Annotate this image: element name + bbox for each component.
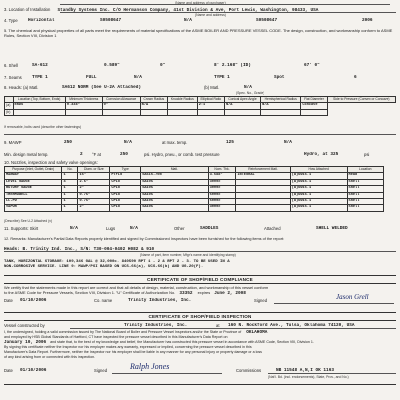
nozzle-cell-diam: 2" [78,186,110,192]
cert1-top-rule [4,275,396,276]
cert1-text-2-span: to the ASME Code for Pressure Vessels, Section VIII, Division 1. "U" Certificate of Authorization No. [4,290,176,295]
seams-label: 7. Seams [4,75,22,80]
nozzle-cell-thk: 3000# [208,205,236,211]
nozzle-cell-type: CPLG [110,198,141,204]
cert1-company: Trinity Industries, Inc. [128,298,192,303]
long-seam-ht: N/A [134,75,142,80]
nozzle-cell-diam: 0.75" [78,198,110,204]
heads-cell [65,109,102,115]
nozzle-cell-type: CPLG [110,179,141,185]
cert1-co-label: Co. name [94,298,113,303]
noz-col-thk: Nom. Thk. [208,167,236,173]
head-b-label: (b) Matl. [204,85,220,90]
nozzle-cell-no: 1 [62,192,78,198]
table-row [5,109,396,115]
heads-cell: N/A [224,103,260,109]
cert2-text-6-span: of any kind arising from or connected with this inspection. [4,355,96,359]
heads-cell: 2:1 [197,103,224,109]
heads-cell [13,109,65,115]
nozzle-cell-attached: (a)UW16.1 [290,198,347,204]
noz-col-attached: How Attached [290,167,347,173]
heads-col-elliptical: Elliptical Ratio [197,97,224,103]
heads-col-corr: Corrosion Allowance [102,97,140,103]
shell-length: 67' 0" [304,63,320,68]
max-temp-external: N/A [284,140,292,145]
line-3-label: 3. Location of Installation [4,7,51,12]
cert2-title-rule [4,320,396,321]
nozzle-cell-thk: 3000# [208,179,236,185]
line-4 [4,18,396,23]
heads-col-location: Location (Top, Bottom, Ends) [13,97,65,103]
heads-col-crown: Crown Radius [140,97,167,103]
hydro-test-pressure: Hydro, at 325 [304,152,339,157]
heads-col-side: Side to Pressure (Convex or Concave) [327,97,395,103]
cert2-comm-sub [268,374,349,380]
nozzle-cell-thk: 3000# [208,186,236,192]
shell-label: 6. Shell [4,63,18,68]
page-bottom-rule [4,384,396,385]
long-seam-rt: FULL [86,75,97,80]
hydro-unit: psi [364,152,370,157]
heads-cell [102,109,140,115]
nozzle-cell-reinf [236,205,290,211]
line-3-sub-text: (Name and address) [195,13,226,17]
mawp-label: 9. MAWP [4,140,22,145]
header-note: (Name and address of purchaser) [175,1,226,5]
cert2-signed-label: Signed [94,368,108,373]
nozzle-cell-diam: 2" [78,205,110,211]
cert1-sign-underline [274,303,394,304]
nozzle-cell-location: Shell [347,179,383,185]
cert2-date-label: Date [4,368,13,373]
long-seam-type: TYPE 1 [32,75,48,80]
heads-note-text: If removable, bolts used (describe other fastenings) [4,125,82,129]
other-label: Other [174,226,185,231]
cert2-signature: Ralph Jones [130,362,170,371]
nozzle-cell-matl: SA105 [141,179,208,185]
cert1-title-rule [4,283,396,284]
cert2-text-4 [4,345,396,349]
nozzle-cell-purpose: THERMOWELL [5,192,62,198]
noz-col-purpose: Purpose (Inlet, Outlet, Drain) [5,167,62,173]
nozzles-label [4,160,98,165]
nozzle-cell-attached: (a)UW16.1 [290,186,347,192]
noz-col-reinf: Reinforcement Matl. [236,167,290,173]
heads-note-underline [4,134,396,135]
remarks-label: 12. Remarks: Manufacturer's Partial Data Reports properly identified and signed by Commissioned Inspectors have been furnished for the following items of the report: [4,237,285,241]
installation-location: Standby Systems Inc. C/O Hermanson Company, 41st Division & Ave, Port Lewis, Washington, 98433, USA [57,8,319,13]
nozzle-cell-diam: 2.5" [78,179,110,185]
remarks-heads: Heads: B. Trinity Ind. Inc., S/N: T30-004-0402 H082 & 910 [4,247,155,252]
heads-cell: ENDS [13,103,65,109]
nozzle-cell-purpose: VAPOR [5,205,62,211]
heads-cell [224,109,260,115]
nozzles-body [5,173,384,211]
heads-note [4,124,81,130]
cert2-at-label: at [216,323,220,328]
cert1-expires-label: expires [197,290,211,295]
nozzle-cell-attached: (a)UW16.1 [290,179,347,185]
cert2-state: OKLAHOMA [246,330,268,335]
nozzle-cell-type: CPLG [110,192,141,198]
heads-cell: (b) [5,109,14,115]
line-7 [4,75,396,80]
cert2-address: 160 N. Rockford Ave., Tulsa, Oklahoma 74120, USA [228,323,355,328]
nozzle-cell-purpose: ROTORY GAUGE [5,186,62,192]
cert2-text-2 [4,335,396,339]
mawp-external: N/A [124,140,132,145]
remarks-tank-2 [4,263,396,270]
line-8 [4,85,396,90]
mdmt-pressure: 250 [120,152,128,157]
cert1-expiry-date: June 2, 2008 [214,291,246,296]
head-b-sub: (Spec. No., Grade) [236,91,265,95]
cert1-signature: Jason Grell [336,293,369,301]
purchaser-underline [60,4,390,5]
nozzle-cell-no: 1 [62,198,78,204]
nozzle-cell-location: Shell [347,186,383,192]
remarks-tank-text-2: NON-CORROSIVE SERVICE. LINE 9: MAWP/PSI BASED ON UCS-66(a), UCS-66(b) AND UG-20(F). [4,265,204,269]
skirt-value: N/A [70,226,78,231]
nozzle-cell-no: 1 [62,186,78,192]
cert2-constructed-by: Trinity Industries, Inc. [124,323,188,328]
shell-corrosion: 0" [160,63,166,68]
noz-col-location: Location [347,167,383,173]
nozzle-cell-type: CPLG [110,186,141,192]
cert-authorization-number: 33352 [179,291,193,296]
max-temp-internal: 125 [226,140,234,145]
hydro-label: psi. Hydro, pneu., or comb. test pressure [144,152,220,157]
cert2-inspection-date: January 10, 2006 [4,340,47,345]
noz-col-no: No. [62,167,78,173]
nozzle-cell-location: Shell [347,198,383,204]
nozzle-cell-thk: 6000# [208,198,236,204]
nozzle-cell-location: Head [347,173,383,179]
nozzle-cell-reinf: INTEGRAL [236,173,290,179]
cert2-title: CERTIFICATE OF SHOP/FIELD INSPECTION [148,314,252,319]
heads-col-conical: Conical Apex Angle [224,97,260,103]
nozzle-cell-matl: SA105 [141,198,208,204]
head-a-material: SA612 NORM (See U-2A Attached) [62,85,142,90]
nozzle-cell-type: CPLG [110,205,141,211]
line-9 [4,140,396,145]
crn-value: N/A [184,18,192,23]
line-9-mdmt [4,152,396,157]
nozzle-cell-diam: 0.75" [78,192,110,198]
heads-col-knuckle: Knuckle Radius [167,97,197,103]
heads-cell: 0.338" [65,103,102,109]
noz-col-type: Type [110,167,141,173]
line-4-label: 4. Type [4,18,18,23]
purchaser-sub-label [175,0,226,6]
heads-cell: Concave [301,103,327,109]
nozzles-table [4,166,384,212]
heads-col-min-thk: Minimum Thickness [65,97,102,103]
mdmt-label: Min. design metal temp. [4,152,49,157]
girth-seam-rt: Spot [274,75,285,80]
heads-cell: N/A [261,103,301,109]
cert2-constructed-label: Vessel constructed by [4,323,45,328]
attached-label: Attached [264,226,281,231]
mfr-serial-number: S0508647 [100,18,122,23]
heads-cell: N/A [140,103,167,109]
cert1-signed-label: Signed [254,298,268,303]
nozzles-label-text: 10. Nozzles, inspection and safety valve openings: [4,160,98,165]
vessel-orientation: Horizontal [28,18,55,23]
mdmt-value: 2 [80,152,83,157]
head-b-material: N/A [244,85,252,90]
mdmt-unit: °F at [92,152,101,157]
heads-cell [167,109,197,115]
nozzle-cell-purpose: LL-PD [5,198,62,204]
line-6 [4,63,396,68]
cert2-text-5 [4,350,396,354]
shell-thickness: 0.589" [104,63,120,68]
lugs-label: Lugs [106,226,116,231]
nozzle-cell-no: 4 [62,179,78,185]
nozzle-cell-diam: 16" [78,173,110,179]
year-built: 2006 [362,18,373,23]
heads-cell: (a) [5,103,14,109]
nozzle-cell-attached: (a)UW16.1 [290,205,347,211]
cert1-title: CERTIFICATE OF SHOP/FIELD COMPLIANCE [147,277,253,282]
max-temp-label: at max. temp. [162,140,188,145]
line-11 [4,226,396,231]
nozzle-cell-matl: SA516-70N [141,173,208,179]
other-value: SADDLES [200,226,219,231]
shell-diameter: 8' 2.168" (ID) [214,63,251,68]
heads-label: 8. Heads: (a) Matl. [4,85,39,90]
cert2-text-1-span: I, the undersigned, holding a valid commission issued by The National Board of Boiler and Pressure Vessel Inspectors and/or the State or Province of [4,330,242,334]
heads-col-hemi: Hemispherical Radius [261,97,301,103]
heads-table [4,96,396,116]
cert2-text-5-span: Manufacturer's Data Report. Furthermore, neither the Inspector nor his employer shall be liable in any manner for any personal injury or property damage or a loss [4,350,262,354]
cert1-date: 01/10/2006 [20,298,47,303]
remarks-tank-text: TANK, HORIZONTAL STORAGE: 109,346 GAL @ 32,000c. 840590 RPT 1 - 2 & RPT 2 - 3. TO BE USED IN A [4,260,230,264]
cert2-text-3-span: and state that, to the best of my knowledge and belief, the Manufacturer has constructed this pressure vessel in accordance with ASME Code, Section VIII, Division 1. [50,340,314,344]
cert2-constructed-underline [70,328,396,329]
cert1-date-label: Date [4,298,13,303]
cert2-text-2-span: and employed by HSB Global Standards of Hartford, CT have inspected the pressure vessel described in this Manufacturer's Data Report on [4,335,228,339]
national-board-number: S0508647 [256,18,278,23]
nozzle-cell-attached: (a)UW16.1 [290,192,347,198]
nozzle-cell-matl: SA105 [141,186,208,192]
nozzle-cell-type: PTFLG [110,173,141,179]
nozzle-cell-purpose: LEVEL GAUGE [5,179,62,185]
line-5-text: 5. The chemical and physical properties of all parts meet the requirements of material specifications of the ASME BOILER AND PRESSURE VESSEL CODE. The design, construction, and workmanship conform to ASME Rules, Section VIII, Division 1 [4,28,393,38]
girth-seam-type: TYPE 1 [214,75,230,80]
cert2-date: 01/10/2006 [20,368,47,373]
cert2-sign-underline [112,373,222,374]
shell-material: SA-612 [32,63,48,68]
nozzles-note-text: (Describe) See U-2 Attached (v) [4,219,53,223]
cert2-top-rule [4,312,396,313]
nozzle-cell-attached: (a)UW16.1 [290,173,347,179]
mawp-internal: 250 [64,140,72,145]
number-of-courses: 6 [354,75,357,80]
attached-value: SHELL WELDED [316,226,348,231]
line-3-underline [60,12,396,13]
heads-cell [261,109,301,115]
nozzle-cell-location: Shell [347,205,383,211]
noz-col-matl: Matl. [141,167,208,173]
cert2-comm-label: Commissions [236,368,262,373]
cert1-text-1-span: We certify that the statements made in this report are correct and that all details of design, material, construction, and workmanship of this vessel conform [4,285,269,290]
noz-col-diam: Diam. or Size [78,167,110,173]
legs-value: N/A [130,226,138,231]
cert2-text-6 [4,355,396,359]
cert2-commission: NB 11548 A,N,I OK 1163 [276,368,334,373]
heads-col-flat: Flat Diameter [301,97,327,103]
table-row [5,205,384,211]
nozzle-cell-no: 1 [62,173,78,179]
cert2-comm-sub-text: (Nat'l. Bd. (incl. endorsements), State, Prov., and No.) [268,375,349,379]
nozzle-cell-matl: SA105 [141,205,208,211]
nozzle-cell-thk: 6000# [208,192,236,198]
heads-cell: 0" [102,103,140,109]
supports-label: 11. Supports: Skirt [4,226,39,231]
cert2-text-4-span: By signing this certificate neither the Inspector nor his employer makes any warranty, expressed or implied, concerning the pressure vessel described in this [4,345,252,349]
heads-cell [197,109,224,115]
nozzles-note [4,218,52,224]
nozzle-cell-location: Shell [347,192,383,198]
remarks-sub-text: (Name of part, item number, Mfgr's name and identifying stamp) [140,253,236,257]
nozzle-cell-purpose: MANWAY [5,173,62,179]
nozzle-cell-matl: SA105 [141,192,208,198]
heads-cell [140,109,167,115]
heads-cell [301,109,327,115]
nozzle-cell-no: 1 [62,205,78,211]
nozzle-cell-thk: 3.688" [208,173,236,179]
